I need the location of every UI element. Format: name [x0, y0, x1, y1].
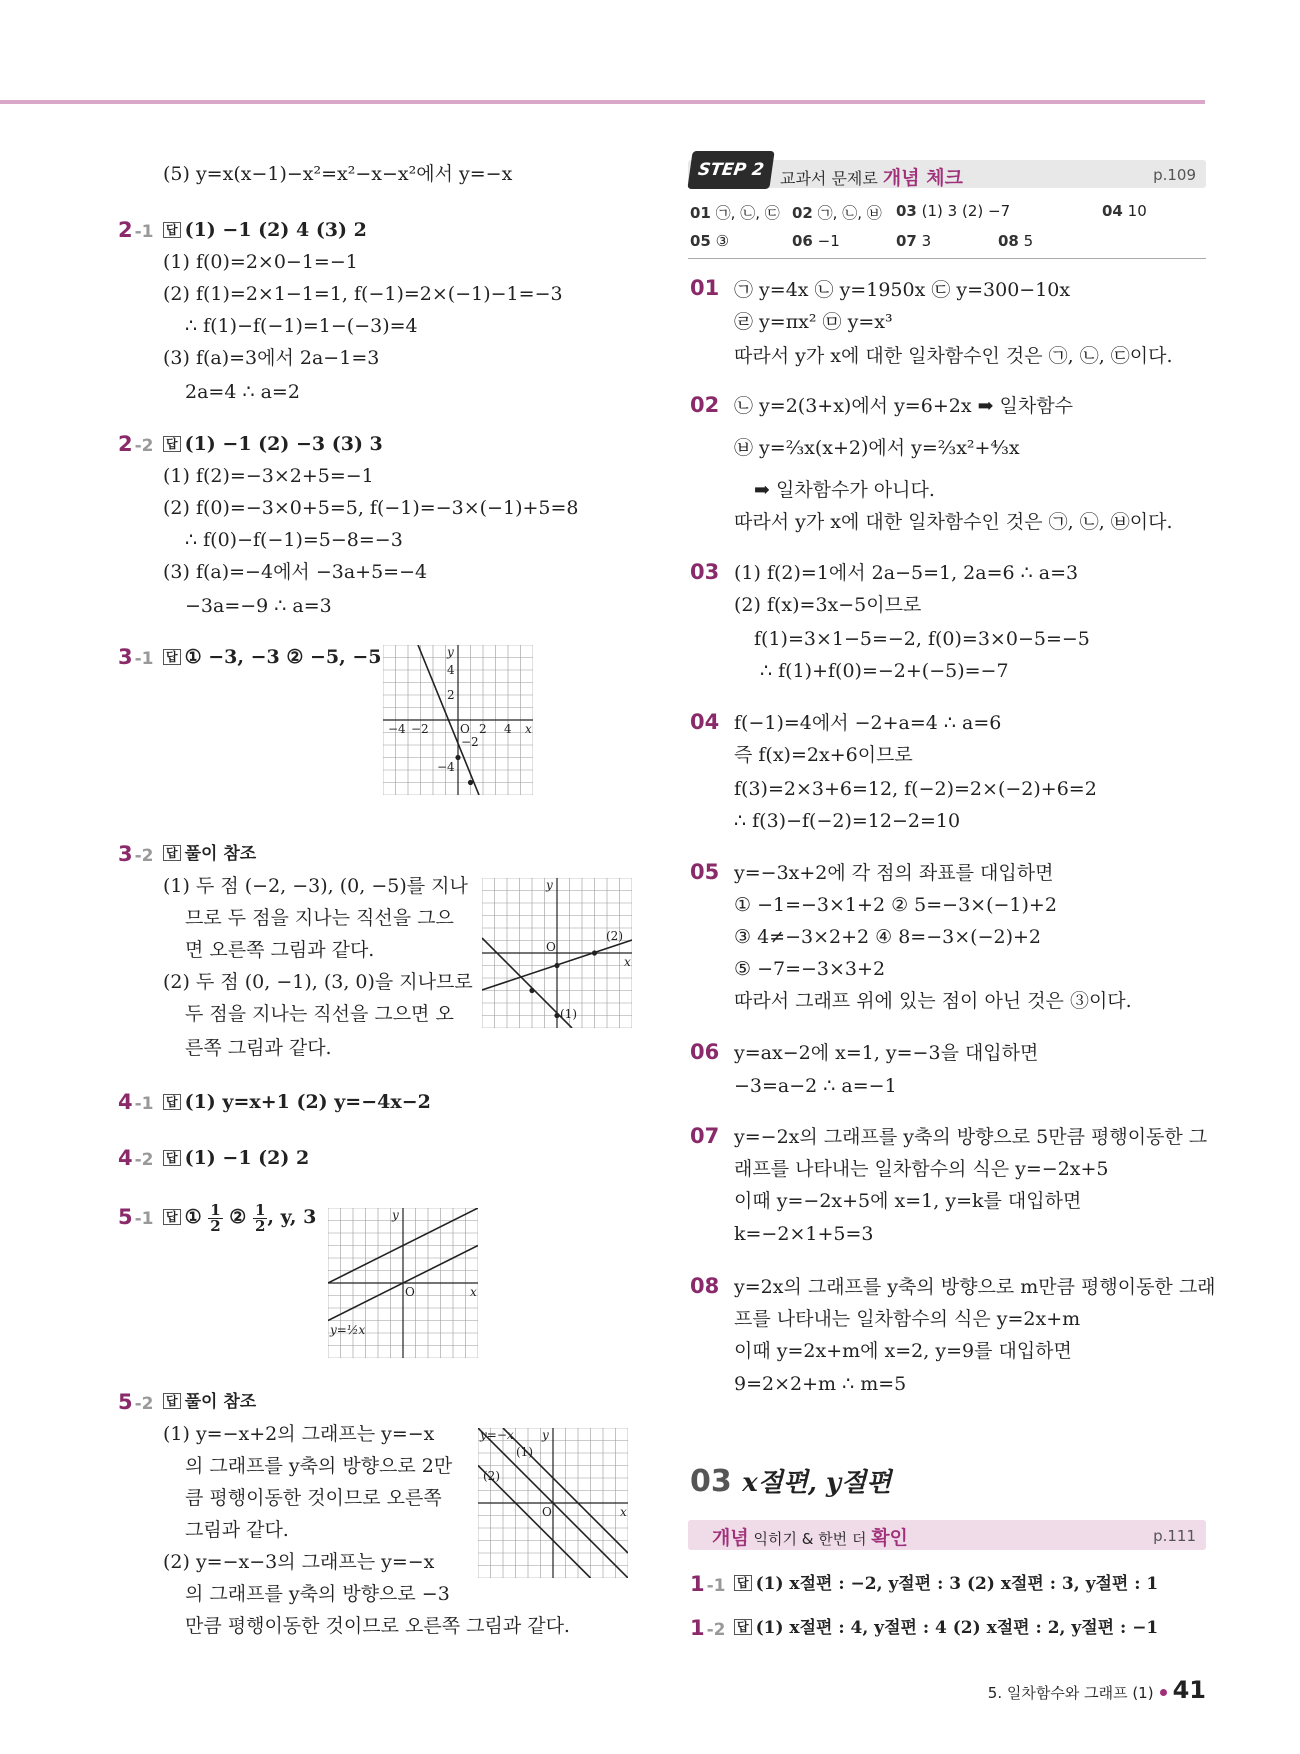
concept-title: 개념 익히기 & 한번 더 확인: [712, 1527, 908, 1549]
solution-line: 큼 평행이동한 것이므로 오른쪽: [185, 1487, 442, 1509]
solution-line: f(1)=3×1−5=−2, f(0)=3×0−5=−5: [754, 628, 1090, 650]
answer-tag: 답: [163, 436, 181, 452]
answer-tag: 답: [734, 1619, 752, 1635]
page-footer: [988, 1676, 1206, 1704]
problem-5-1-answer: 답 ① $\frac{1}{2}$ ② $\frac{1}{2}$ , y, 3: [163, 1200, 316, 1234]
svg-text:x: x: [624, 955, 631, 969]
problem-4-1-answer: 답 (1) y=x+1 (2) y=−4x−2: [163, 1090, 431, 1114]
problem-2-2-answer: 답 (1) −1 (2) −3 (3) 3: [163, 432, 383, 456]
solution-line: 만큼 평행이동한 것이므로 오른쪽 그림과 같다.: [185, 1615, 570, 1637]
step-title: 교과서 문제로 개념 체크: [780, 167, 963, 189]
divider: [688, 258, 1206, 259]
fraction: $\frac{1}{2}$: [210, 1200, 221, 1235]
quick-answer: 03 (1) 3 (2) −7: [896, 202, 1011, 220]
problem-2-1-number: 2 -1: [118, 218, 154, 242]
solution-line: (2) 두 점 (0, −1), (3, 0)을 지나므로: [163, 971, 473, 993]
problem-05-number: 05: [690, 860, 720, 884]
solution-line: (2) f(x)=3x−5이므로: [734, 594, 922, 616]
svg-text:y=−x: y=−x: [480, 1428, 514, 1442]
axis-label-x: x: [525, 722, 532, 736]
solution-line: 이때 y=2x+m에 x=2, y=9를 대입하면: [734, 1340, 1072, 1362]
graph-point: [468, 780, 473, 785]
solution-line: ㉣ y=πx² ㉤ y=x³: [734, 311, 893, 333]
left-line-5: (5) y=x(x−1)−x²=x²−x−x²에서 y=−x: [163, 163, 513, 185]
solution-line: (1) y=−x+2의 그래프는 y=−x: [163, 1423, 435, 1445]
svg-text:O: O: [546, 940, 556, 954]
solution-line: (2) f(0)=−3×0+5=5, f(−1)=−3×(−1)+5=8: [163, 497, 579, 519]
quick-answer: 04 10: [1102, 202, 1147, 220]
solution-line: 프를 나타내는 일차함수의 식은 y=2x+m: [734, 1308, 1081, 1330]
graph-5-2: [478, 1428, 628, 1578]
footer-dot: [1160, 1689, 1167, 1696]
solution-line: 9=2×2+m ∴ m=5: [734, 1373, 907, 1395]
solution-line: (3) f(a)=3에서 2a−1=3: [163, 347, 380, 369]
answer-tag: 답: [163, 1393, 181, 1409]
answer-tag: 답: [163, 845, 181, 861]
problem-2-2-number: 2 -2: [118, 432, 154, 456]
answer-tag: 답: [163, 1094, 181, 1110]
solution-line: 의 그래프를 y축의 방향으로 −3: [185, 1583, 450, 1605]
solution-line: 므로 두 점을 지나는 직선을 그으: [185, 907, 454, 929]
solution-line: (1) f(2)=−3×2+5=−1: [163, 465, 374, 487]
section-title: 03 x절편, y절편: [690, 1464, 892, 1499]
solution-line: y=−2x의 그래프를 y축의 방향으로 5만큼 평행이동한 그: [734, 1126, 1208, 1148]
solution-line: ∴ f(3)−f(−2)=12−2=10: [734, 810, 961, 832]
problem-1-2-number: 1 -2: [690, 1616, 726, 1640]
solution-line: 두 점을 지나는 직선을 그으면 오: [185, 1003, 454, 1025]
solution-line: (1) f(0)=2×0−1=−1: [163, 251, 358, 273]
solution-line: ∴ f(1)−f(−1)=1−(−3)=4: [185, 315, 418, 337]
graph-3-1: [383, 645, 533, 795]
svg-text:O: O: [405, 1285, 415, 1299]
solution-line: ⑤ −7=−3×3+2: [734, 958, 886, 980]
solution-line: y=−3x+2에 각 점의 좌표를 대입하면: [734, 862, 1054, 884]
solution-line: ㉥ y=⅔x(x+2)에서 y=⅔x²+⁴⁄₃x: [734, 437, 1020, 459]
graph-5-1: [328, 1208, 478, 1358]
tick-label: 2: [447, 688, 455, 702]
answer-tag: 답: [734, 1575, 752, 1591]
answer-tag: 답: [163, 1150, 181, 1166]
quick-answer: 01 ㉠, ㉡, ㉢: [690, 204, 780, 222]
solution-line: (1) 두 점 (−2, −3), (0, −5)를 지나: [163, 875, 468, 897]
axis-label-y: y: [447, 645, 454, 659]
chapter-label: 5. 일차함수와 그래프 (1): [987, 1684, 1154, 1702]
solution-line: 른쪽 그림과 같다.: [185, 1037, 332, 1059]
solution-line: ③ 4≠−3×2+2 ④ 8=−3×(−2)+2: [734, 926, 1041, 948]
svg-text:x: x: [470, 1285, 477, 1299]
problem-08-number: 08: [690, 1274, 720, 1298]
solution-line: 즉 f(x)=2x+6이므로: [734, 744, 913, 766]
problem-1-1-number: 1 -1: [690, 1572, 726, 1596]
problem-3-2-number: 3 -2: [118, 842, 154, 866]
tick-label: −4: [437, 760, 455, 774]
problem-3-1-number: 3 -1: [118, 645, 154, 669]
svg-text:(2): (2): [606, 929, 623, 943]
top-divider: [0, 100, 1205, 104]
problem-4-2-number: 4 -2: [118, 1146, 154, 1170]
solution-line: 따라서 y가 x에 대한 일차함수인 것은 ㉠, ㉡, ㉢이다.: [734, 345, 1173, 367]
answer-tag: 답: [163, 1209, 181, 1225]
problem-1-1-answer: 답 (1) x절편 : −2, y절편 : 3 (2) x절편 : 3, y절편 : 1: [734, 1572, 1158, 1596]
problem-03-number: 03: [690, 560, 720, 584]
solution-line: 래프를 나타내는 일차함수의 식은 y=−2x+5: [734, 1158, 1109, 1180]
page-number: 41: [1172, 1676, 1206, 1704]
answer-tag: 답: [163, 649, 181, 665]
fraction: $\frac{1}{2}$: [254, 1200, 266, 1235]
solution-line: (1) f(2)=1에서 2a−5=1, 2a=6 ∴ a=3: [734, 562, 1079, 584]
problem-2-1-answer: 답 (1) −1 (2) 4 (3) 2: [163, 218, 367, 242]
quick-answer: 07 3: [896, 232, 932, 250]
solution-line: k=−2×1+5=3: [734, 1223, 874, 1245]
quick-answer: 02 ㉠, ㉡, ㉥: [792, 204, 882, 222]
solution-line: ㉠ y=4x ㉡ y=1950x ㉢ y=300−10x: [734, 279, 1071, 301]
concept-page-ref: p.111: [1153, 1527, 1196, 1545]
solution-line: ① −1=−3×1+2 ② 5=−3×(−1)+2: [734, 894, 1057, 916]
tick-label: 4: [504, 722, 512, 736]
svg-text:y: y: [542, 1428, 549, 1442]
solution-line: ➡ 일차함수가 아니다.: [754, 479, 935, 501]
graph-point: [455, 755, 460, 760]
solution-line: (2) y=−x−3의 그래프는 y=−x: [163, 1551, 435, 1573]
svg-text:y: y: [546, 878, 553, 892]
answer-tag: 답: [163, 222, 181, 238]
problem-4-2-answer: 답 (1) −1 (2) 2: [163, 1146, 309, 1170]
problem-1-2-answer: 답 (1) x절편 : 4, y절편 : 4 (2) x절편 : 2, y절편 : −1: [734, 1616, 1158, 1640]
solution-line: f(−1)=4에서 −2+a=4 ∴ a=6: [734, 712, 1002, 734]
solution-line: ∴ f(1)+f(0)=−2+(−5)=−7: [760, 660, 1009, 682]
problem-01-number: 01: [690, 276, 720, 300]
solution-line: 의 그래프를 y축의 방향으로 2만: [185, 1455, 453, 1477]
tick-label: −2: [411, 722, 429, 736]
svg-text:(1): (1): [516, 1445, 533, 1459]
solution-line: y=2x의 그래프를 y축의 방향으로 m만큼 평행이동한 그래: [734, 1276, 1216, 1298]
svg-text:(1): (1): [560, 1007, 577, 1021]
solution-line: ㉡ y=2(3+x)에서 y=6+2x ➡ 일차함수: [734, 395, 1073, 417]
svg-text:y=½x: y=½x: [330, 1323, 366, 1337]
problem-5-1-number: 5 -1: [118, 1205, 154, 1229]
step-badge: STEP 2: [687, 151, 774, 189]
origin-label: O: [460, 722, 470, 736]
solution-line: 따라서 그래프 위에 있는 점이 아닌 것은 ③이다.: [734, 990, 1132, 1012]
solution-line: 따라서 y가 x에 대한 일차함수인 것은 ㉠, ㉡, ㉥이다.: [734, 511, 1173, 533]
problem-5-2-number: 5 -2: [118, 1390, 154, 1414]
problem-4-1-number: 4 -1: [118, 1090, 154, 1114]
svg-text:O: O: [542, 1505, 552, 1519]
quick-answer: 05 ③: [690, 232, 730, 250]
svg-text:y: y: [392, 1208, 399, 1222]
tick-label: 2: [479, 722, 487, 736]
tick-label: −2: [461, 735, 479, 749]
solution-line: (2) f(1)=2×1−1=1, f(−1)=2×(−1)−1=−3: [163, 283, 563, 305]
solution-line: −3=a−2 ∴ a=−1: [734, 1075, 897, 1097]
problem-5-2-answer: 답 풀이 참조: [163, 1390, 256, 1414]
problem-3-1-answer: 답 ① −3, −3 ② −5, −5: [163, 645, 382, 669]
problem-04-number: 04: [690, 710, 720, 734]
solution-line: 2a=4 ∴ a=2: [185, 381, 300, 403]
solution-line: ∴ f(0)−f(−1)=5−8=−3: [185, 529, 403, 551]
solution-line: y=ax−2에 x=1, y=−3을 대입하면: [734, 1042, 1039, 1064]
svg-text:(2): (2): [483, 1469, 500, 1483]
solution-line: 그림과 같다.: [185, 1519, 289, 1541]
svg-text:x: x: [620, 1505, 627, 1519]
solution-line: 이때 y=−2x+5에 x=1, y=k를 대입하면: [734, 1190, 1082, 1212]
quick-answer: 08 5: [998, 232, 1034, 250]
tick-label: 4: [447, 663, 455, 677]
step-page-ref: p.109: [1153, 166, 1196, 184]
solution-line: −3a=−9 ∴ a=3: [185, 595, 332, 617]
tick-label: −4: [388, 722, 406, 736]
solution-line: f(3)=2×3+6=12, f(−2)=2×(−2)+6=2: [734, 778, 1097, 800]
problem-3-2-answer: 답 풀이 참조: [163, 842, 256, 866]
solution-line: (3) f(a)=−4에서 −3a+5=−4: [163, 561, 428, 583]
graph-3-2: [482, 878, 632, 1028]
solution-line: 면 오른쪽 그림과 같다.: [185, 939, 375, 961]
problem-06-number: 06: [690, 1040, 720, 1064]
problem-07-number: 07: [690, 1124, 720, 1148]
quick-answer: 06 −1: [792, 232, 840, 250]
problem-02-number: 02: [690, 393, 720, 417]
